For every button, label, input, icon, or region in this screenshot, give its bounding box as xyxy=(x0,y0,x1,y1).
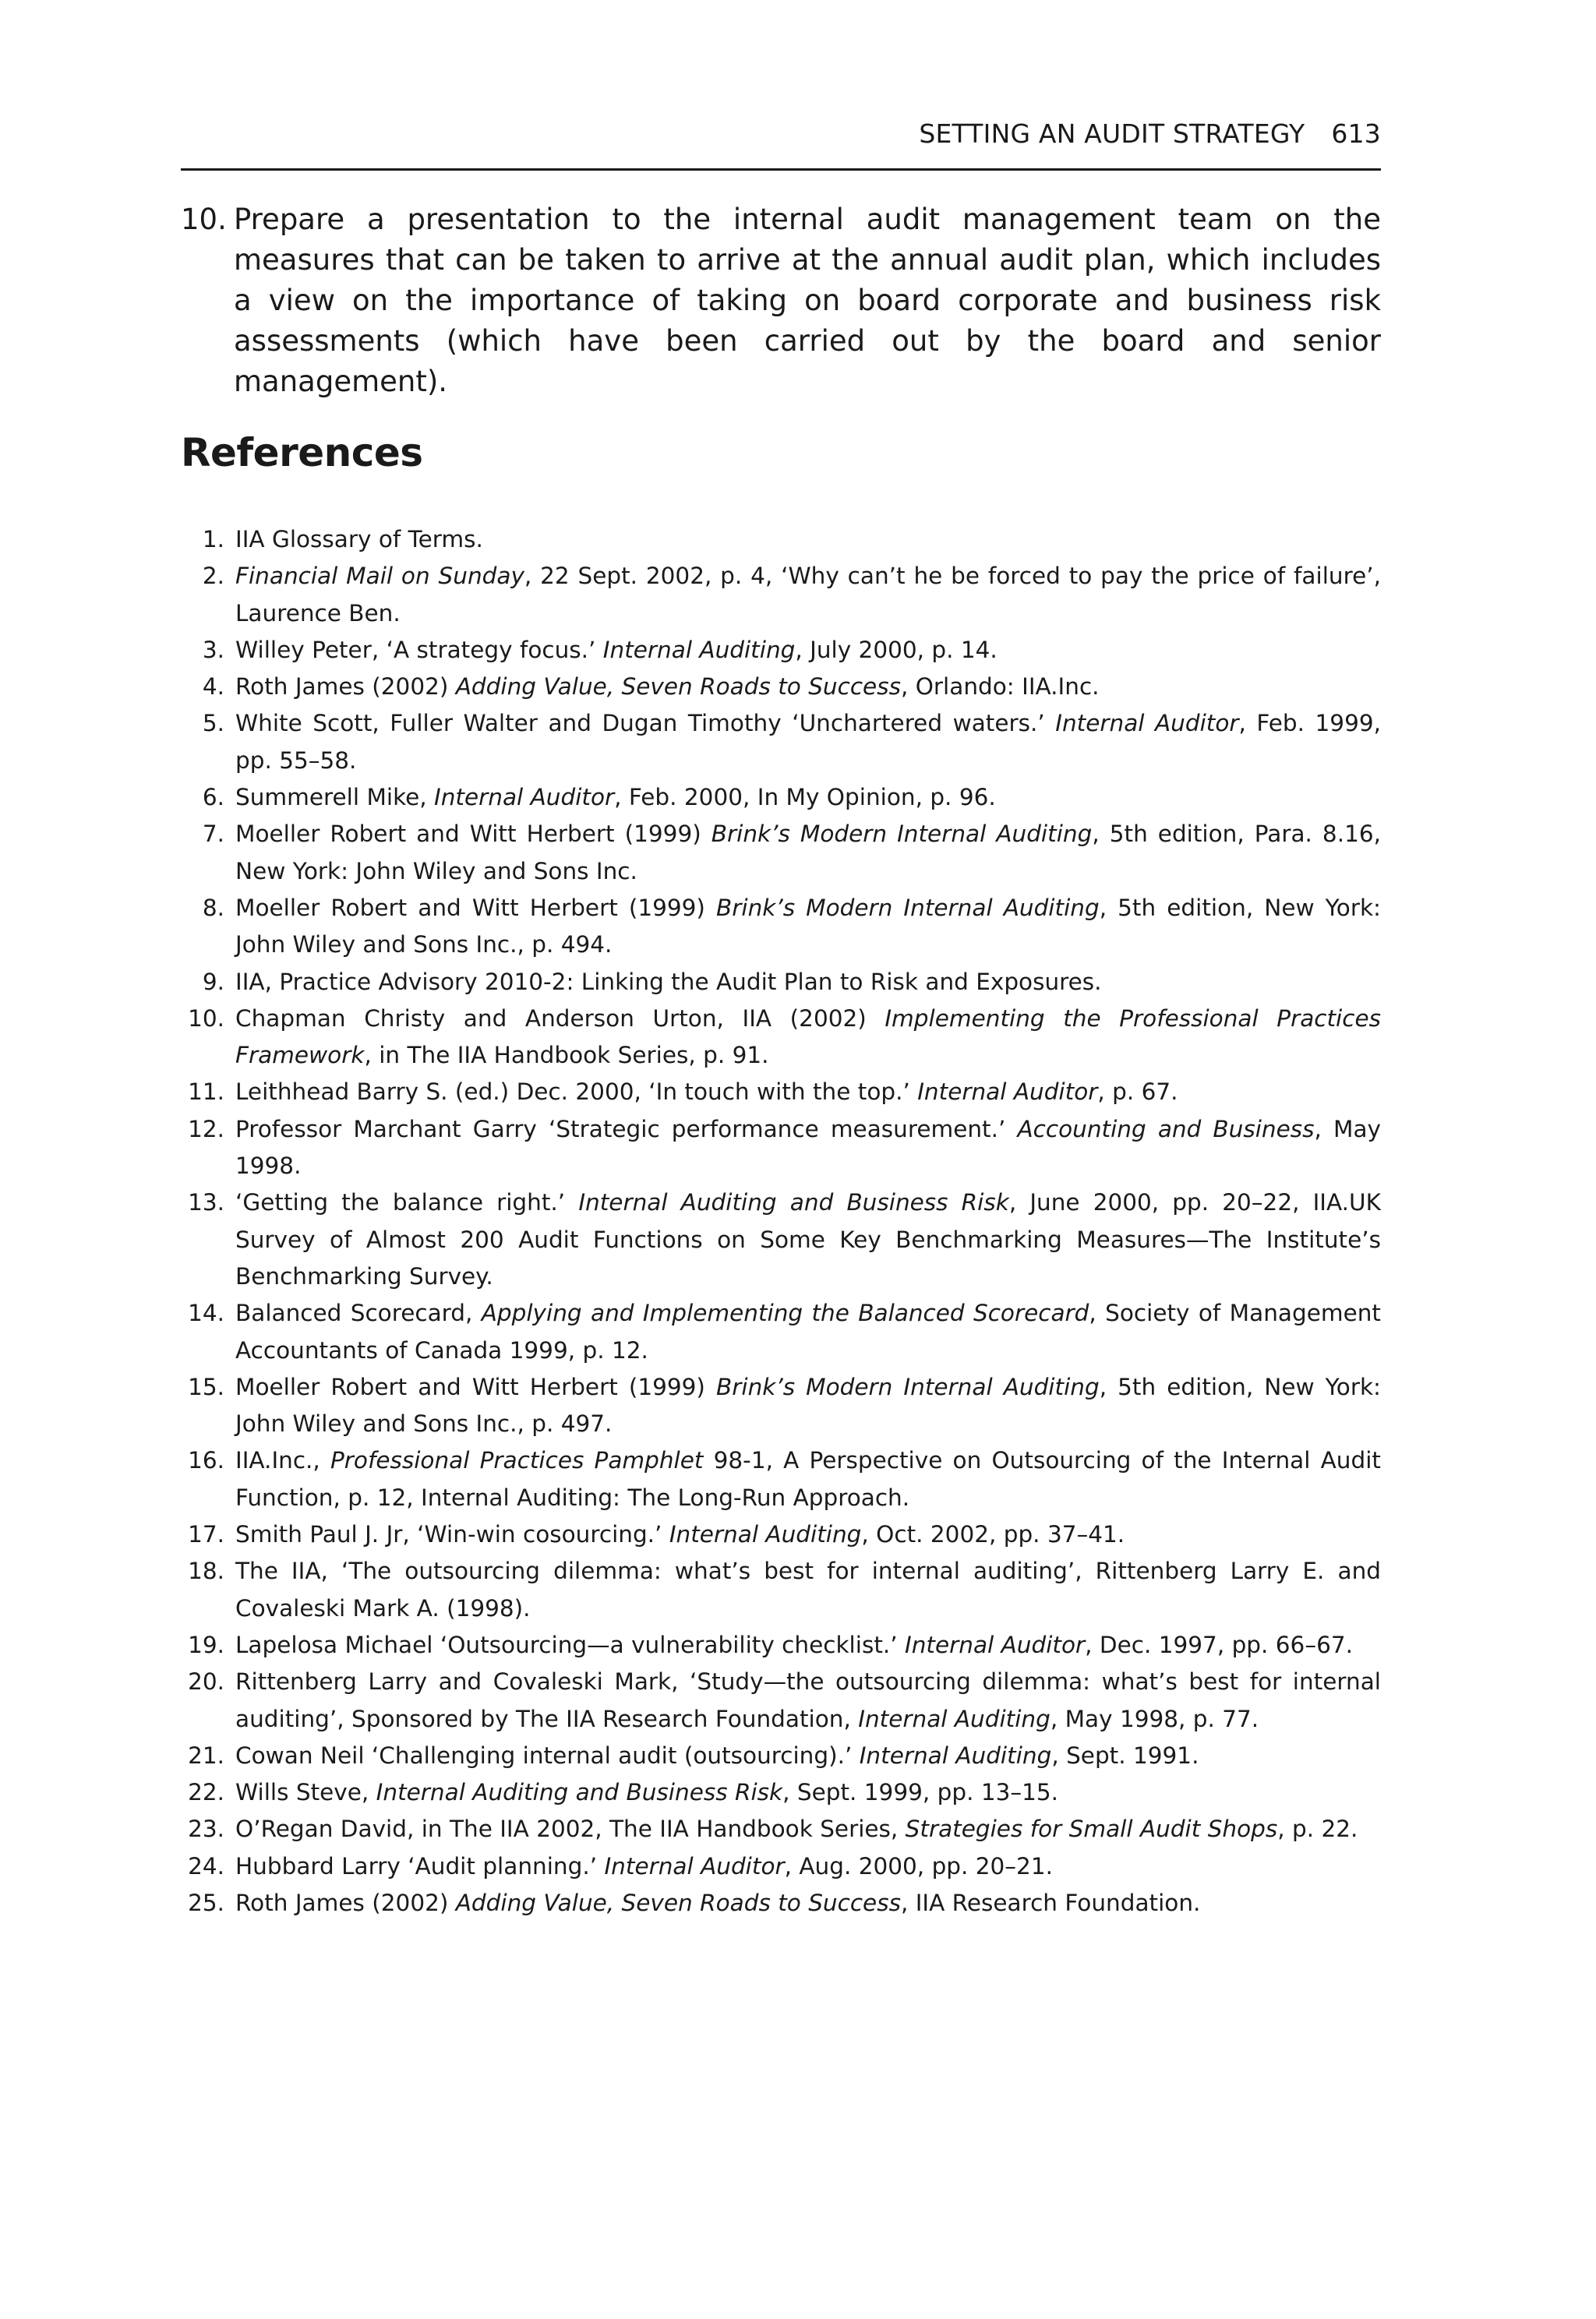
reference-text-segment: , July 2000, p. 14. xyxy=(795,636,998,663)
reference-text-segment: , p. 67. xyxy=(1097,1078,1178,1106)
reference-title: Brink’s Modern Internal Auditing xyxy=(711,821,1093,848)
reference-text-segment: Chapman Christy and Anderson Urton, IIA (2002) xyxy=(235,1004,885,1032)
reference-item xyxy=(181,1516,1381,1553)
reference-text xyxy=(235,1369,1381,1443)
reference-title: Adding Value, Seven Roads to Success xyxy=(455,673,901,701)
exercise-number: 10. xyxy=(181,203,227,236)
reference-text xyxy=(235,779,1381,816)
reference-number: 18. xyxy=(188,1558,224,1585)
reference-text-segment: Leithhead Barry S. (ed.) Dec. 2000, ‘In touch with the top.’ xyxy=(235,1078,918,1106)
reference-item xyxy=(181,1442,1381,1516)
reference-text-segment: Rittenberg Larry and Covaleski Mark, ‘Study—the outsourcing dilemma: what’s best for internal auditing’, Sponsored by The IIA Research Foundation, xyxy=(235,1668,1381,1732)
reference-text-segment: , in The IIA Handbook Series, p. 91. xyxy=(364,1042,769,1069)
reference-number: 6. xyxy=(202,784,224,811)
reference-text xyxy=(235,1295,1381,1369)
reference-text xyxy=(235,1111,1381,1185)
reference-text-segment: Balanced Scorecard, xyxy=(235,1300,482,1327)
reference-text-segment: Moeller Robert and Witt Herbert (1999) xyxy=(235,1373,716,1400)
reference-text xyxy=(235,1442,1381,1516)
reference-text xyxy=(235,1848,1381,1885)
reference-title: Brink’s Modern Internal Auditing xyxy=(716,894,1100,921)
reference-title: Adding Value, Seven Roads to Success xyxy=(455,1889,901,1916)
section-title: SETTING AN AUDIT STRATEGY xyxy=(919,118,1305,149)
reference-title: Internal Auditor xyxy=(917,1078,1098,1106)
reference-item xyxy=(181,1664,1381,1738)
reference-item xyxy=(181,521,1381,558)
reference-text-segment: , Sept. 1999, pp. 13–15. xyxy=(782,1779,1059,1806)
reference-item xyxy=(181,558,1381,632)
reference-title: Internal Auditing xyxy=(669,1521,862,1548)
reference-text-segment: IIA.Inc., xyxy=(235,1447,330,1474)
reference-text-segment: , 5th edition, New York: John Wiley and Sons Inc., p. 497. xyxy=(235,1373,1381,1438)
reference-title: Strategies for Small Audit Shops xyxy=(905,1816,1278,1843)
reference-text xyxy=(235,1885,1381,1922)
reference-item xyxy=(181,669,1381,705)
reference-text-segment: Summerell Mike, xyxy=(235,784,435,811)
reference-number: 20. xyxy=(188,1668,224,1696)
reference-text xyxy=(235,964,1381,1001)
reference-text-segment: , 5th edition, Para. 8.16, New York: John Wiley and Sons Inc. xyxy=(235,821,1381,884)
reference-text xyxy=(235,521,1381,558)
reference-text-segment: , 5th edition, New York: John Wiley and Sons Inc., p. 494. xyxy=(235,894,1381,958)
reference-number: 7. xyxy=(202,821,224,848)
reference-item xyxy=(181,1001,1381,1075)
running-header xyxy=(181,118,1381,171)
reference-text-segment: , Society of Management Accountants of Canada 1999, p. 12. xyxy=(235,1300,1381,1364)
reference-text-segment: Smith Paul J. Jr, ‘Win-win cosourcing.’ xyxy=(235,1521,669,1548)
reference-text-segment: O’Regan David, in The IIA 2002, The IIA Handbook Series, xyxy=(235,1816,906,1843)
reference-number: 12. xyxy=(188,1115,224,1142)
reference-item xyxy=(181,1074,1381,1110)
reference-item xyxy=(181,1848,1381,1885)
reference-number: 15. xyxy=(188,1373,224,1400)
reference-text xyxy=(235,1738,1381,1774)
reference-number: 5. xyxy=(202,710,224,737)
reference-text-segment: ‘Getting the balance right.’ xyxy=(235,1189,579,1216)
reference-item xyxy=(181,1627,1381,1664)
page-number: 613 xyxy=(1331,118,1381,149)
reference-text-segment: Hubbard Larry ‘Audit planning.’ xyxy=(235,1852,605,1880)
reference-text xyxy=(235,558,1381,632)
reference-title: Implementing the Professional Practices Framework xyxy=(235,1004,1381,1069)
reference-number: 13. xyxy=(188,1189,224,1216)
reference-text xyxy=(235,890,1381,964)
reference-number: 1. xyxy=(202,526,224,552)
reference-text-segment: , May 1998, p. 77. xyxy=(1050,1705,1259,1732)
reference-title: Internal Auditing and Business Risk xyxy=(376,1779,783,1806)
reference-text-segment: , p. 22. xyxy=(1277,1816,1358,1843)
reference-number: 25. xyxy=(188,1889,224,1916)
reference-text xyxy=(235,705,1381,779)
reference-title: Accounting and Business xyxy=(1017,1115,1315,1142)
reference-text xyxy=(235,816,1381,890)
reference-item xyxy=(181,1885,1381,1922)
reference-text xyxy=(235,1553,1381,1627)
reference-text-segment: , June 2000, pp. 20–22, IIA.UK Survey of Almost 200 Audit Functions on Some Key Benchmarking Measures—The Institute’s Benchmarking Survey. xyxy=(235,1189,1381,1290)
reference-title: Internal Auditor xyxy=(1055,710,1239,737)
reference-item xyxy=(181,1111,1381,1185)
reference-number: 22. xyxy=(188,1779,224,1806)
reference-item xyxy=(181,632,1381,669)
reference-title: Internal Auditor xyxy=(434,784,615,811)
reference-title: Applying and Implementing the Balanced Scorecard xyxy=(481,1300,1089,1327)
exercise-text: Prepare a presentation to the internal audit management team on the measures that can be taken to arrive at the annual audit plan, which includes a view on the importance of taking on board corporate and business risk assessments (which have been carried out by the board and senior management). xyxy=(234,203,1381,398)
reference-item xyxy=(181,1369,1381,1443)
reference-text-segment: , IIA Research Foundation. xyxy=(900,1889,1201,1916)
reference-text xyxy=(235,1001,1381,1075)
reference-number: 17. xyxy=(188,1521,224,1548)
reference-number: 8. xyxy=(202,894,224,921)
reference-title: Internal Auditor xyxy=(905,1631,1086,1658)
reference-text-segment: , Oct. 2002, pp. 37–41. xyxy=(861,1521,1125,1548)
references-heading: References xyxy=(181,430,423,475)
reference-text xyxy=(235,1184,1381,1295)
reference-title: Internal Auditing and Business Risk xyxy=(578,1189,1009,1216)
reference-text xyxy=(235,1664,1381,1738)
reference-item xyxy=(181,1738,1381,1774)
reference-title: Internal Auditing xyxy=(858,1705,1050,1732)
reference-text xyxy=(235,632,1381,669)
reference-item xyxy=(181,964,1381,1001)
reference-item xyxy=(181,890,1381,964)
reference-text xyxy=(235,669,1381,705)
reference-text-segment: , Aug. 2000, pp. 20–21. xyxy=(784,1852,1053,1880)
reference-item xyxy=(181,705,1381,779)
reference-text-segment: IIA Glossary of Terms. xyxy=(235,526,483,552)
reference-text-segment: 98-1, A Perspective on Outsourcing of the Internal Audit Function, p. 12, Internal Auditing: The Long-Run Approach. xyxy=(235,1447,1381,1511)
reference-text-segment: , Sept. 1991. xyxy=(1051,1742,1199,1769)
reference-number: 11. xyxy=(188,1078,224,1106)
reference-number: 16. xyxy=(188,1447,224,1474)
reference-text-segment: Roth James (2002) xyxy=(235,1889,456,1916)
reference-number: 21. xyxy=(188,1742,224,1769)
reference-text xyxy=(235,1516,1381,1553)
reference-text-segment: The IIA, ‘The outsourcing dilemma: what’s best for internal auditing’, Rittenberg Larry E. and Covaleski Mark A. (1998). xyxy=(235,1558,1381,1622)
reference-number: 23. xyxy=(188,1816,224,1843)
reference-text-segment: , 22 Sept. 2002, p. 4, ‘Why can’t he be forced to pay the price of failure’, Laurence Ben. xyxy=(235,563,1381,627)
reference-number: 14. xyxy=(188,1300,224,1327)
reference-item xyxy=(181,1811,1381,1848)
reference-text-segment: Wills Steve, xyxy=(235,1779,376,1806)
reference-text-segment: , Orlando: IIA.Inc. xyxy=(900,673,1100,701)
reference-number: 10. xyxy=(188,1004,224,1032)
reference-number: 4. xyxy=(202,673,224,701)
reference-text-segment: Professor Marchant Garry ‘Strategic performance measurement.’ xyxy=(235,1115,1018,1142)
reference-title: Financial Mail on Sunday xyxy=(235,563,524,590)
reference-item xyxy=(181,1184,1381,1295)
reference-text-segment: , Feb. 1999, pp. 55–58. xyxy=(235,710,1381,774)
reference-item xyxy=(181,779,1381,816)
reference-text-segment: Moeller Robert and Witt Herbert (1999) xyxy=(235,821,711,848)
reference-number: 2. xyxy=(202,563,224,590)
reference-title: Internal Auditor xyxy=(604,1852,785,1880)
reference-title: Brink’s Modern Internal Auditing xyxy=(716,1373,1100,1400)
reference-text-segment: IIA, Practice Advisory 2010-2: Linking the Audit Plan to Risk and Exposures. xyxy=(235,968,1102,995)
reference-number: 9. xyxy=(202,968,224,995)
reference-text-segment: Roth James (2002) xyxy=(235,673,456,701)
reference-item xyxy=(181,1774,1381,1811)
reference-text-segment: Cowan Neil ‘Challenging internal audit (outsourcing).’ xyxy=(235,1742,860,1769)
reference-number: 19. xyxy=(188,1631,224,1658)
reference-text-segment: Moeller Robert and Witt Herbert (1999) xyxy=(235,894,716,921)
reference-item xyxy=(181,816,1381,890)
exercise-item xyxy=(181,199,1381,402)
reference-text-segment: Willey Peter, ‘A strategy focus.’ xyxy=(235,636,603,663)
reference-item xyxy=(181,1553,1381,1627)
reference-text xyxy=(235,1627,1381,1664)
reference-text xyxy=(235,1811,1381,1848)
reference-title: Internal Auditing xyxy=(602,636,796,663)
reference-number: 3. xyxy=(202,636,224,663)
reference-text-segment: White Scott, Fuller Walter and Dugan Timothy ‘Unchartered waters.’ xyxy=(235,710,1056,737)
reference-text xyxy=(235,1774,1381,1811)
reference-text xyxy=(235,1074,1381,1110)
reference-list xyxy=(181,521,1381,1922)
reference-text-segment: Lapelosa Michael ‘Outsourcing—a vulnerability checklist.’ xyxy=(235,1631,906,1658)
reference-title: Professional Practices Pamphlet xyxy=(330,1447,704,1474)
reference-text-segment: , Dec. 1997, pp. 66–67. xyxy=(1085,1631,1353,1658)
reference-number: 24. xyxy=(188,1852,224,1880)
reference-item xyxy=(181,1295,1381,1369)
reference-text-segment: , May 1998. xyxy=(235,1115,1381,1180)
reference-text-segment: , Feb. 2000, In My Opinion, p. 96. xyxy=(614,784,996,811)
reference-title: Internal Auditing xyxy=(859,1742,1052,1769)
